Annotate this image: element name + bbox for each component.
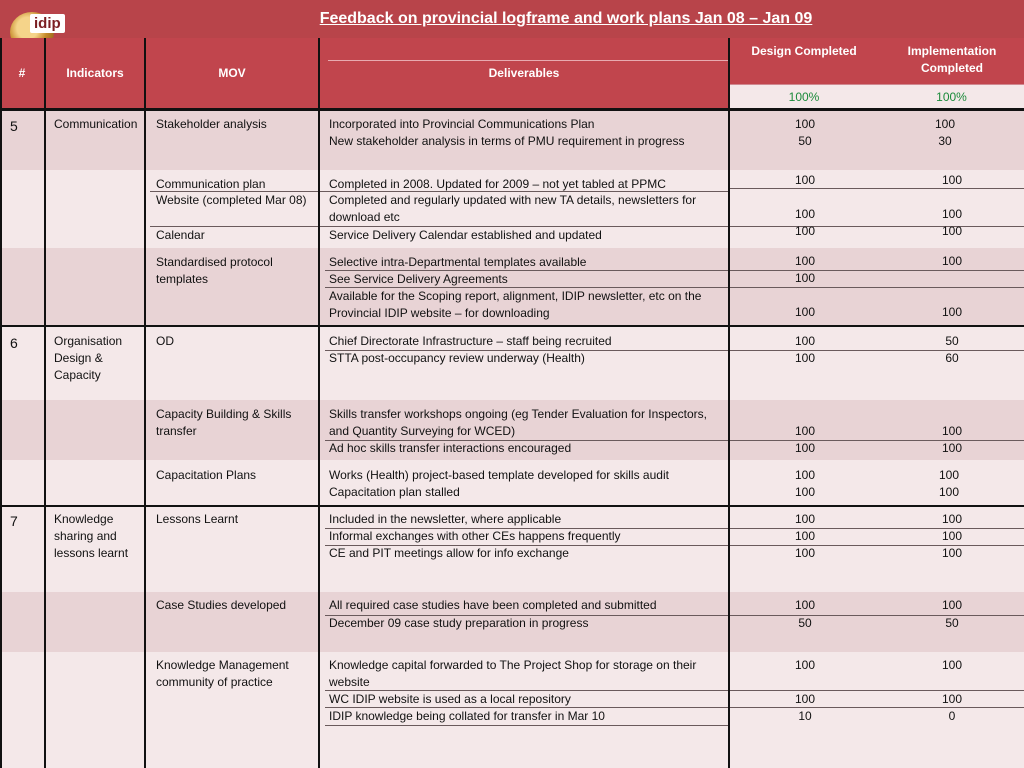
deliverable-text: Incorporated into Provincial Communications Plan xyxy=(329,117,595,131)
design-value: 100 xyxy=(794,692,816,706)
design-value: 100 xyxy=(794,468,816,482)
design-value: 100 xyxy=(794,117,816,131)
impl-value: 100 xyxy=(934,117,956,131)
deliverable-text: Knowledge capital forwarded to The Project Shop for storage on their website xyxy=(329,658,697,689)
impl-value: 50 xyxy=(945,616,959,630)
deliverable-text: Completed in 2008. Updated for 2009 – not yet tabled at PPMC xyxy=(329,177,666,191)
design-value: 100 xyxy=(794,334,816,348)
design-value: 100 xyxy=(794,224,816,238)
design-value: 100 xyxy=(794,424,816,438)
row-divider xyxy=(730,188,1024,189)
row-separator xyxy=(0,325,1024,327)
deliverable-text: Works (Health) project-based template developed for skills audit xyxy=(329,468,669,482)
design-value: 10 xyxy=(798,709,812,723)
row-number: 7 xyxy=(10,513,18,529)
deliverable-text: Service Delivery Calendar established and updated xyxy=(329,228,602,242)
design-value: 100 xyxy=(794,441,816,455)
deliverable-text: All required case studies have been completed and submitted xyxy=(329,598,657,612)
deliverable-text: Chief Directorate Infrastructure – staff being recruited xyxy=(329,334,612,348)
col-divider xyxy=(318,38,320,768)
deliverable-text: Skills transfer workshops ongoing (eg Tender Evaluation for Inspectors, and Quantity Surveying for WCED) xyxy=(329,407,707,438)
impl-value: 30 xyxy=(938,134,952,148)
impl-value: 100 xyxy=(941,173,963,187)
design-value: 100 xyxy=(794,207,816,221)
deliverable-text: Included in the newsletter, where applicable xyxy=(329,512,562,526)
header-divider xyxy=(328,60,728,61)
deliverable-text: December 09 case study preparation in progress xyxy=(329,616,589,630)
impl-value: 100 xyxy=(941,254,963,268)
deliverable-text: Selective intra-Departmental templates available xyxy=(329,255,587,269)
col-divider xyxy=(728,38,730,768)
deliverable-text: Capacitation plan stalled xyxy=(329,485,460,499)
mov-label: Knowledge Management community of practice xyxy=(156,658,289,689)
mov-label: Calendar xyxy=(156,228,205,242)
header-mov: MOV xyxy=(218,66,246,80)
design-value: 100 xyxy=(794,658,816,672)
impl-value: 100 xyxy=(941,224,963,238)
design-value: 100 xyxy=(794,529,816,543)
impl-value: 100 xyxy=(941,207,963,221)
page-title: Feedback on provincial logframe and work plans Jan 08 – Jan 09 xyxy=(319,10,813,27)
indicator-label: Communication xyxy=(54,117,138,131)
header-num: # xyxy=(18,66,26,80)
deliverable-text: See Service Delivery Agreements xyxy=(329,272,508,286)
impl-value: 100 xyxy=(938,468,960,482)
impl-value: 100 xyxy=(941,658,963,672)
design-value: 100 xyxy=(794,512,816,526)
header-design-completed: Design Completed xyxy=(751,44,857,58)
indicator-label: Knowledge sharing and lessons learnt xyxy=(54,512,129,560)
mov-label: Website (completed Mar 08) xyxy=(156,193,307,207)
design-value: 100 xyxy=(794,598,816,612)
col-divider xyxy=(44,38,46,768)
title-bar xyxy=(0,0,1024,38)
mov-label: Communication plan xyxy=(156,177,266,191)
design-percent: 100% xyxy=(788,90,820,104)
deliverable-text: New stakeholder analysis in terms of PMU requirement in progress xyxy=(329,134,685,148)
impl-value: 100 xyxy=(941,512,963,526)
impl-value: 100 xyxy=(941,692,963,706)
deliverable-text: Ad hoc skills transfer interactions encouraged xyxy=(329,441,572,455)
mov-label: Capacitation Plans xyxy=(156,468,257,482)
mov-label: Lessons Learnt xyxy=(156,512,239,526)
col-divider xyxy=(144,38,146,768)
mov-label: Capacity Building & Skills transfer xyxy=(156,407,292,438)
deliverable-text: IDIP knowledge being collated for transfer in Mar 10 xyxy=(329,709,605,723)
row-separator xyxy=(0,505,1024,507)
header-bottom-border xyxy=(0,108,1024,111)
design-value: 100 xyxy=(794,305,816,319)
impl-value: 100 xyxy=(941,529,963,543)
row-number: 6 xyxy=(10,335,18,351)
design-value: 100 xyxy=(794,173,816,187)
logo-text: idip xyxy=(30,14,65,33)
row-number: 5 xyxy=(10,118,18,134)
impl-value: 60 xyxy=(945,351,959,365)
impl-value: 0 xyxy=(948,709,956,723)
col-divider xyxy=(0,38,2,768)
percent-row xyxy=(729,84,1024,109)
impl-value: 100 xyxy=(941,441,963,455)
mov-label: Stakeholder analysis xyxy=(156,117,267,131)
impl-value: 50 xyxy=(945,334,959,348)
table-body xyxy=(0,110,1024,768)
design-value: 100 xyxy=(794,254,816,268)
deliverable-text: Available for the Scoping report, alignment, IDIP newsletter, etc on the Provincial IDIP website – for downloading xyxy=(329,289,702,320)
impl-value: 100 xyxy=(941,598,963,612)
header-implementation-completed: Implementation Completed xyxy=(907,44,997,75)
mov-label: Standardised protocol templates xyxy=(156,255,273,286)
design-value: 100 xyxy=(794,485,816,499)
mov-label: OD xyxy=(156,334,174,348)
deliverable-text: Completed and regularly updated with new TA details, newsletters for download etc xyxy=(329,193,697,224)
mov-label: Case Studies developed xyxy=(156,598,287,612)
design-value: 50 xyxy=(798,616,812,630)
deliverable-text: Informal exchanges with other CEs happens frequently xyxy=(329,529,621,543)
impl-value: 100 xyxy=(938,485,960,499)
design-value: 50 xyxy=(798,134,812,148)
design-value: 100 xyxy=(794,271,816,285)
design-value: 100 xyxy=(794,546,816,560)
header-indicators: Indicators xyxy=(66,66,124,80)
indicator-label: Organisation Design & Capacity xyxy=(54,334,123,382)
row-divider xyxy=(325,725,729,726)
deliverable-text: WC IDIP website is used as a local repository xyxy=(329,692,571,706)
deliverable-text: STTA post-occupancy review underway (Health) xyxy=(329,351,585,365)
impl-value: 100 xyxy=(941,546,963,560)
impl-value: 100 xyxy=(941,305,963,319)
deliverable-text: CE and PIT meetings allow for info exchange xyxy=(329,546,569,560)
header-deliverables: Deliverables xyxy=(488,66,560,80)
impl-percent: 100% xyxy=(936,90,967,104)
impl-value: 100 xyxy=(941,424,963,438)
design-value: 100 xyxy=(794,351,816,365)
